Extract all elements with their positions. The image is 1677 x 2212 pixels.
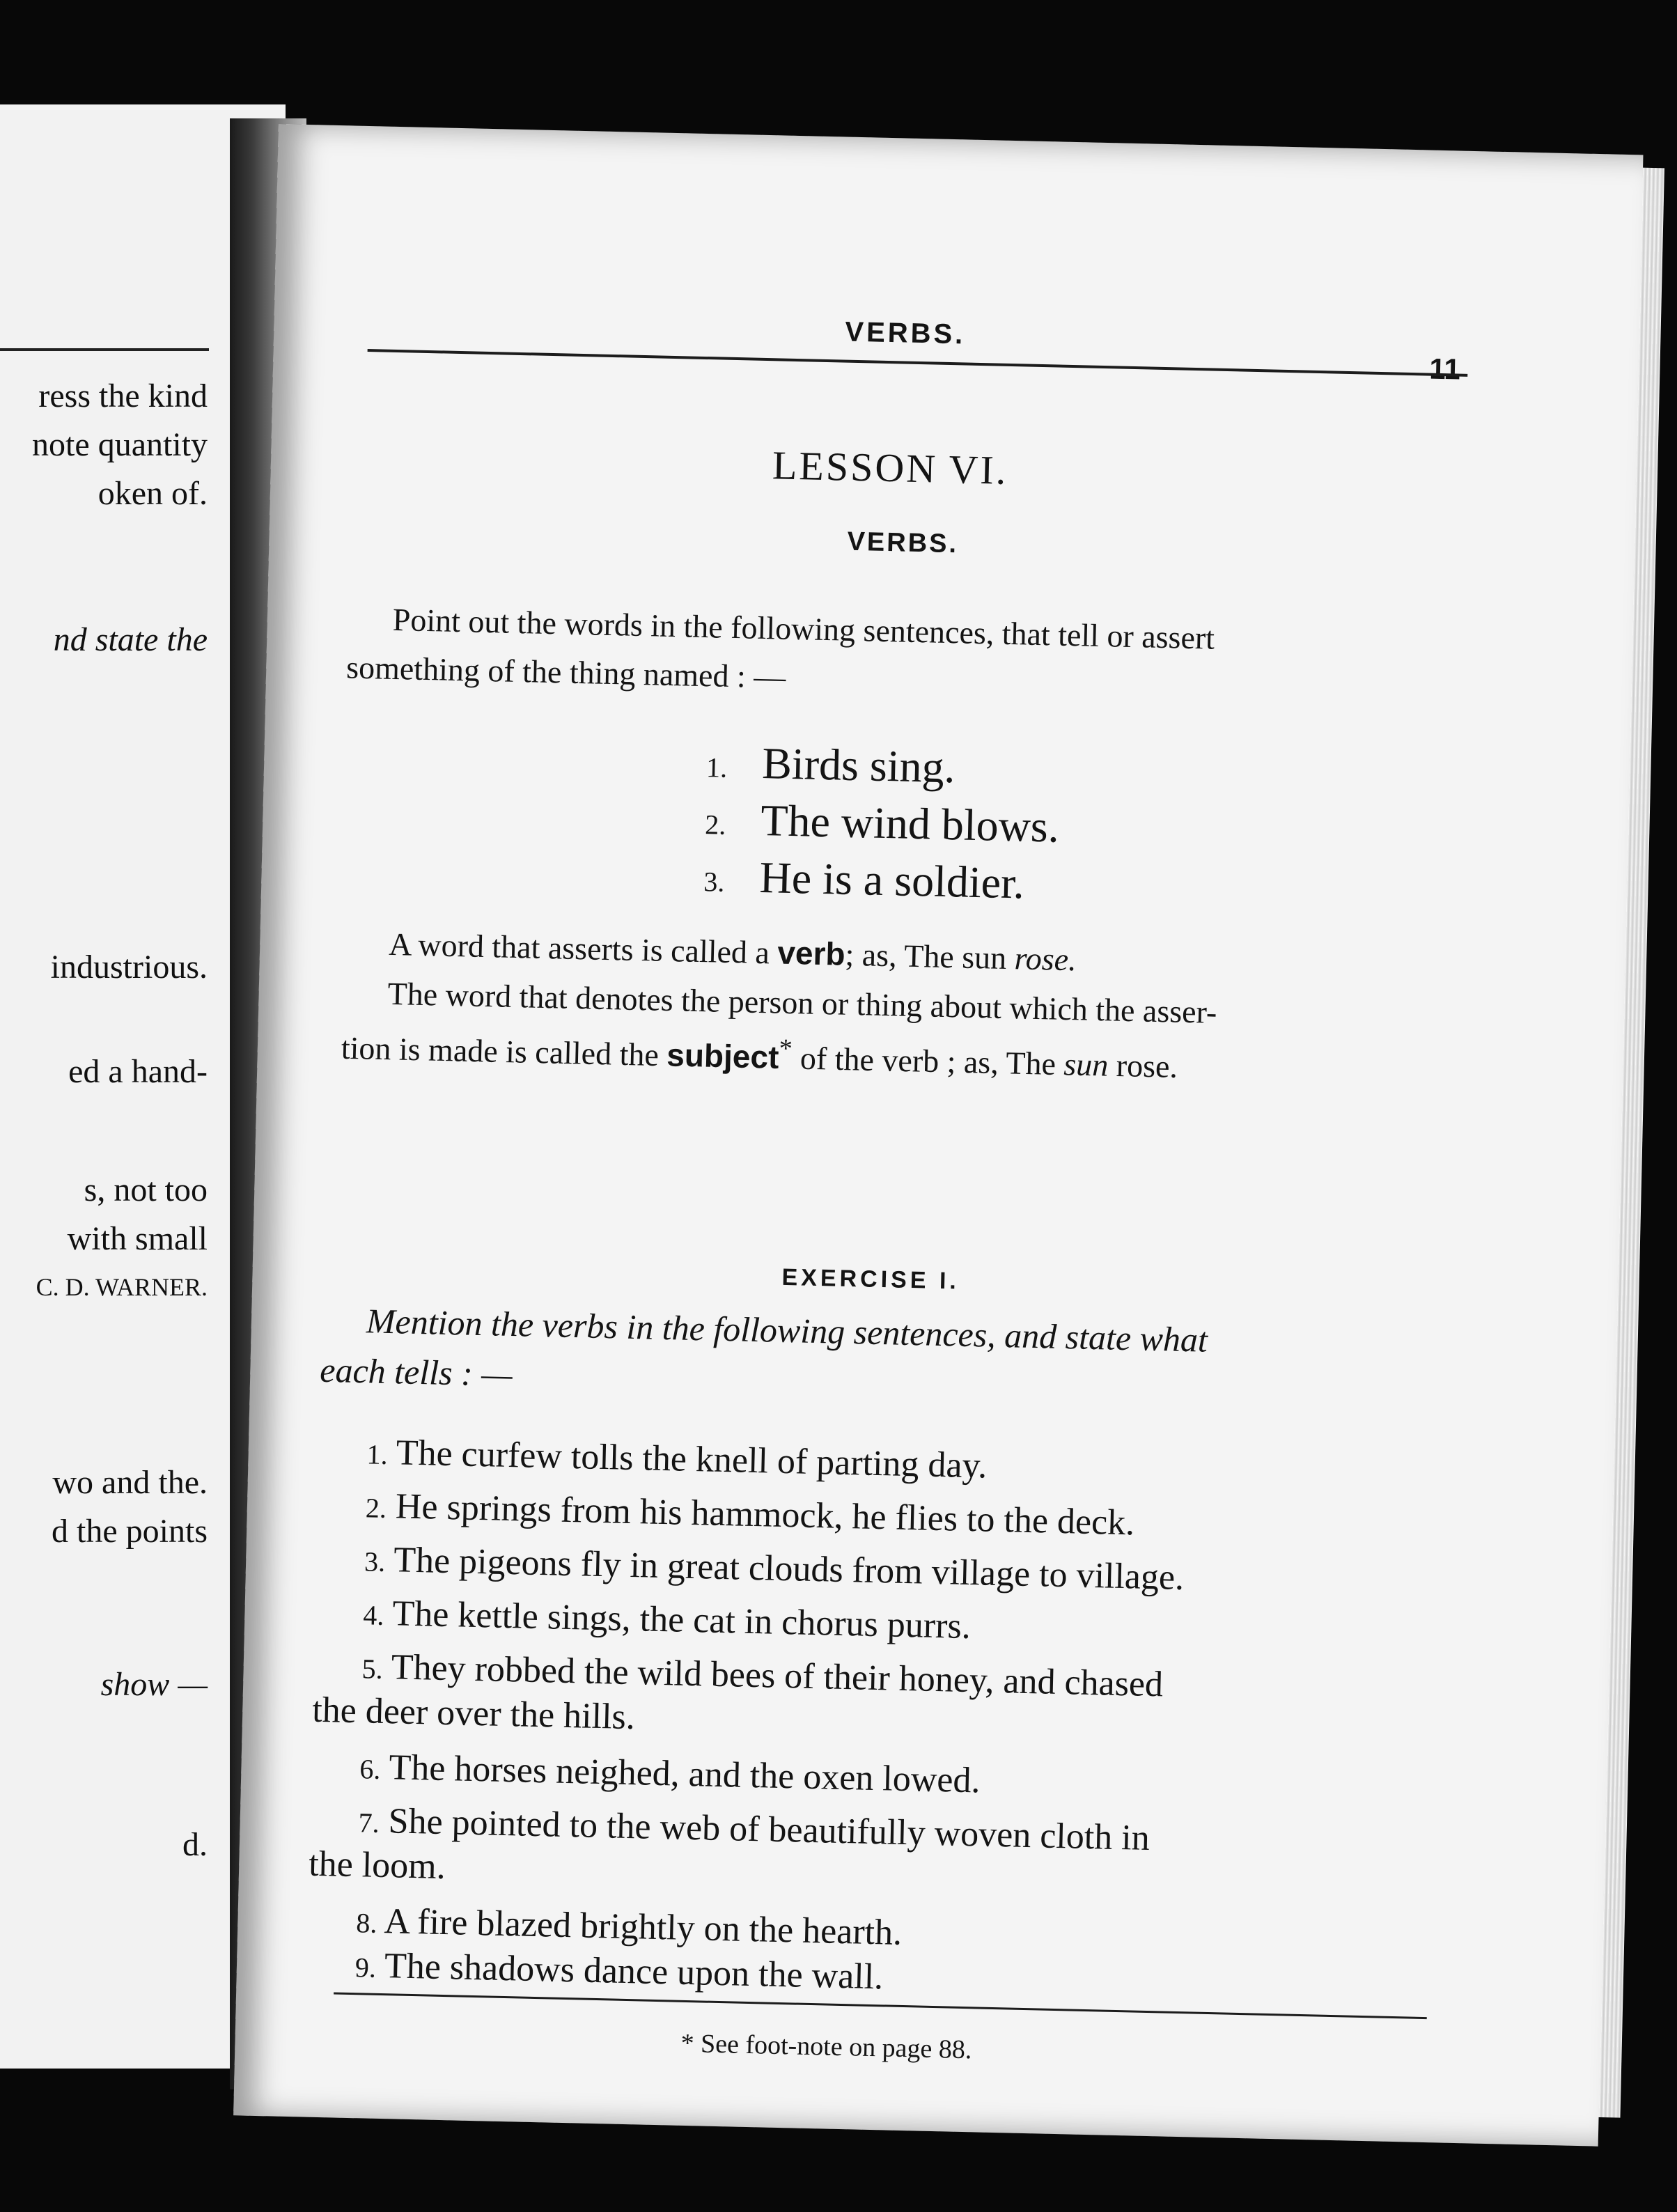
page-number: 11 — [1428, 352, 1461, 386]
sentence-number: 2. — [365, 1492, 387, 1525]
subject-definition-line: The word that denotes the person or thing about which the asser- — [387, 975, 1217, 1030]
definition-text: tion is made is called the — [341, 1029, 667, 1073]
left-page-line: nd state the — [53, 621, 208, 658]
left-page-line: oken of. — [98, 475, 208, 512]
term-verb: verb — [777, 934, 846, 972]
definition-text: rose. — [1107, 1047, 1178, 1084]
sentence-number: 8. — [355, 1907, 377, 1939]
main-page — [233, 124, 1643, 2147]
exercise-sentence — [366, 1434, 988, 1484]
sentence-number: 9. — [354, 1952, 377, 1984]
exercise-sentence — [359, 1749, 981, 1799]
example-word: sun — [1063, 1046, 1109, 1083]
footnote-mark: * — [779, 1034, 793, 1064]
sentence-number: 7. — [358, 1807, 380, 1839]
example-sentence — [703, 852, 1025, 908]
exercise-sentence — [358, 1802, 1150, 1857]
left-page-line: C. D. WARNER. — [36, 1273, 208, 1301]
sentence-text: She pointed to the web of beautifully woven cloth in — [388, 1801, 1150, 1859]
sentence-text: They robbed the wild bees of their honey, and chased — [391, 1647, 1164, 1705]
left-page-line: industrious. — [50, 949, 208, 986]
left-page-line: d the points — [52, 1513, 208, 1550]
left-page-line: show — — [100, 1666, 208, 1703]
example-sentence — [705, 738, 956, 793]
example-number: 2. — [704, 809, 726, 841]
example-sentence — [705, 797, 1060, 850]
sentence-text: A fire blazed brightly on the hearth. — [383, 1901, 903, 1953]
sentence-number: 6. — [359, 1753, 381, 1785]
exercise-sentence — [356, 1903, 903, 1952]
left-page-line: s, not too — [84, 1171, 208, 1208]
exercise-instruction: each tells : — — [319, 1350, 513, 1394]
example-number: 3. — [703, 866, 725, 898]
example-word: rose. — [1014, 940, 1077, 978]
exercise-sentence — [363, 1595, 971, 1645]
left-page-line: ed a hand- — [68, 1053, 208, 1090]
subject-definition — [341, 1025, 1178, 1083]
sentence-text: The kettle sings, the cat in chorus purrs. — [391, 1594, 972, 1647]
sentence-number: 4. — [362, 1599, 384, 1631]
example-text: Birds sing. — [761, 738, 956, 793]
lesson-subtitle: VERBS. — [847, 527, 959, 559]
left-page-line: ress the kind — [38, 377, 208, 414]
definition-text: of the verb ; as, The — [791, 1040, 1065, 1082]
definition-text: A word that asserts is called a — [388, 926, 779, 971]
sentence-text: The shadows dance upon the wall. — [384, 1946, 884, 1997]
definition-text: ; as, The sun — [845, 936, 1015, 976]
header-rule — [368, 349, 1468, 377]
left-page-line: d. — [182, 1826, 208, 1863]
exercise-instruction: Mention the verbs in the following sentences, and state what — [366, 1301, 1208, 1360]
example-number: 1. — [705, 751, 728, 784]
running-head: VERBS. — [844, 316, 966, 350]
left-page-line: with small — [67, 1220, 208, 1257]
term-subject: subject — [666, 1036, 779, 1075]
lesson-title: LESSON VI. — [772, 442, 1009, 493]
exercise-sentence — [365, 1488, 1134, 1541]
sentence-number: 1. — [366, 1438, 389, 1471]
exercise-heading: EXERCISE I. — [781, 1263, 960, 1295]
sentence-text: The curfew tolls the knell of parting day. — [396, 1433, 988, 1486]
sentence-continuation: the deer over the hills. — [311, 1690, 636, 1738]
example-text: He is a soldier. — [758, 852, 1025, 908]
intro-line: something of the thing named : — — [345, 649, 786, 695]
exercise-sentence — [354, 1947, 883, 1995]
sentence-text: The pigeons fly in great clouds from village to village. — [393, 1540, 1185, 1598]
sentence-number: 5. — [361, 1653, 384, 1685]
exercise-sentence — [364, 1541, 1185, 1596]
footnote: * See foot-note on page 88. — [680, 2028, 972, 2065]
intro-line: Point out the words in the following sentences, that tell or assert — [392, 601, 1215, 656]
left-page-line: wo and the. — [52, 1464, 208, 1501]
sentence-text: He springs from his hammock, he flies to the deck. — [395, 1486, 1135, 1543]
verb-definition — [389, 928, 1077, 976]
example-text: The wind blows. — [760, 795, 1060, 852]
sentence-continuation: the loom. — [308, 1844, 446, 1887]
sentence-number: 3. — [364, 1545, 386, 1578]
sentence-text: The horses neighed, and the oxen lowed. — [388, 1747, 981, 1801]
left-page-line: note quantity — [32, 426, 208, 463]
left-page-rule — [0, 348, 209, 351]
